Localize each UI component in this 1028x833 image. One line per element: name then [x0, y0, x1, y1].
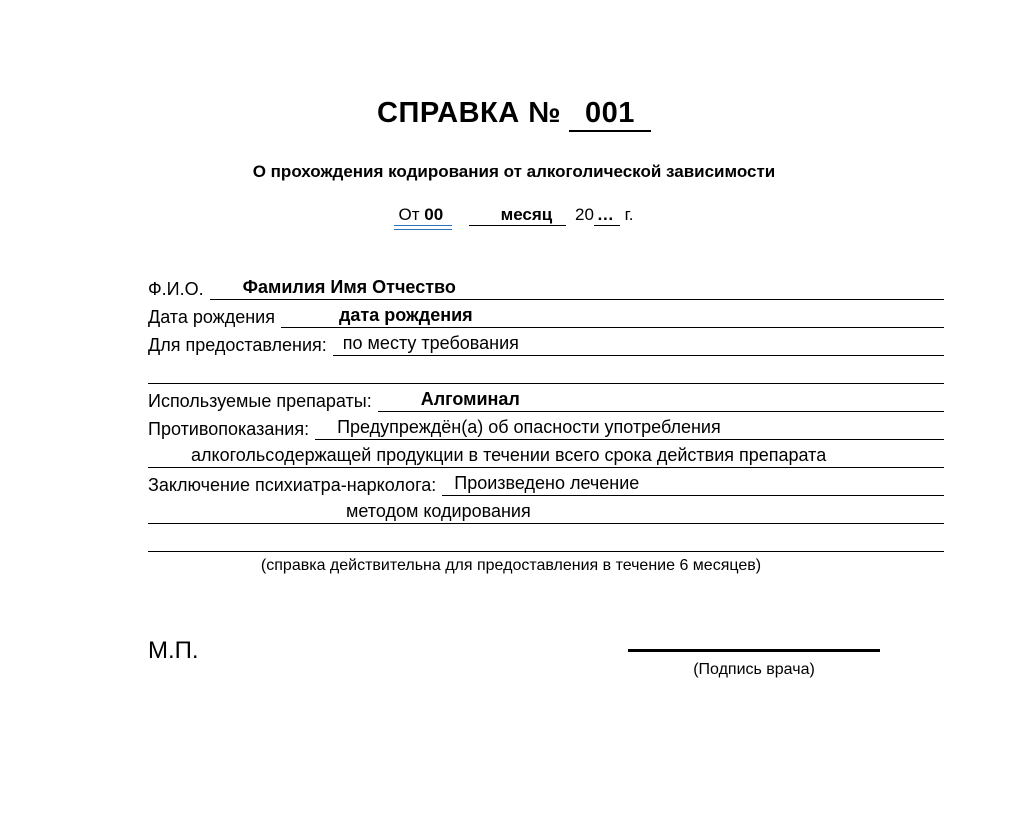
stamp-placeholder: М.П. [148, 637, 199, 664]
birth-date-label: Дата рождения [148, 307, 275, 327]
signature-caption: (Подпись врача) [693, 661, 815, 678]
date-from-label: От [398, 205, 420, 224]
field-row-conclusion [148, 468, 944, 496]
date-month-field[interactable] [469, 205, 567, 226]
field-row-contraindications [148, 412, 944, 440]
medications-value: Алгоминал [420, 389, 520, 409]
fio-label: Ф.И.О. [148, 279, 204, 299]
signature-block [148, 637, 944, 679]
certificate-number-field[interactable] [569, 97, 651, 132]
blank-input-line-2[interactable] [148, 529, 944, 552]
conclusion-value: Произведено лечение [454, 473, 640, 493]
date-year-dots: … [596, 205, 614, 224]
certificate-number: 001 [585, 97, 635, 129]
date-line [0, 205, 1028, 226]
field-row-birth-date [148, 300, 944, 328]
conclusion-label: Заключение психиатра-нарколога: [148, 475, 437, 495]
date-day-value: 00 [424, 205, 444, 224]
conclusion-input-line2[interactable] [148, 501, 944, 524]
field-row-conclusion-line2 [148, 496, 944, 524]
document-subtitle: О прохождения кодирования от алкоголической зависимости [252, 162, 776, 181]
medications-input-line[interactable] [378, 389, 944, 412]
fio-value: Фамилия Имя Отчество [242, 277, 456, 297]
field-row-blank-2 [148, 524, 944, 552]
contraindications-value: Предупреждён(а) об опасности употребления [337, 417, 721, 437]
contraindications-input-line2[interactable] [148, 445, 944, 468]
date-year-field[interactable] [594, 205, 620, 226]
signature-line[interactable] [628, 649, 880, 652]
conclusion-input-line[interactable] [442, 473, 944, 496]
date-day-field[interactable] [394, 205, 451, 226]
document-title [0, 97, 1028, 132]
blank-input-line-1[interactable] [148, 361, 944, 384]
field-row-medications [148, 384, 944, 412]
form-body [148, 272, 944, 552]
field-row-purpose [148, 328, 944, 356]
purpose-label: Для предоставления: [148, 335, 327, 355]
conclusion-value-line2: методом кодирования [346, 501, 531, 521]
fio-input-line[interactable] [210, 277, 944, 300]
signature-area [628, 649, 880, 679]
purpose-input-line[interactable] [333, 333, 944, 356]
birth-date-input-line[interactable] [281, 305, 944, 328]
field-row-fio [148, 272, 944, 300]
date-year-suffix: г. [624, 205, 634, 224]
medications-label: Используемые препараты: [148, 391, 372, 411]
validity-note: (справка действительна для предоставления в течение 6 месяцев) [260, 557, 762, 574]
contraindications-input-line[interactable] [315, 417, 944, 440]
contraindications-value-line2: алкогольсодержащей продукции в течении всего срока действия препарата [191, 445, 827, 465]
date-century-label: 20 [575, 205, 594, 224]
birth-date-value: дата рождения [338, 305, 473, 325]
purpose-value: по месту требования [342, 333, 519, 353]
date-month-value: месяц [500, 205, 553, 224]
title-text: СПРАВКА № [377, 97, 562, 129]
contraindications-label: Противопоказания: [148, 419, 310, 439]
field-row-contraindications-line2 [148, 440, 944, 468]
field-row-blank-1 [148, 356, 944, 384]
